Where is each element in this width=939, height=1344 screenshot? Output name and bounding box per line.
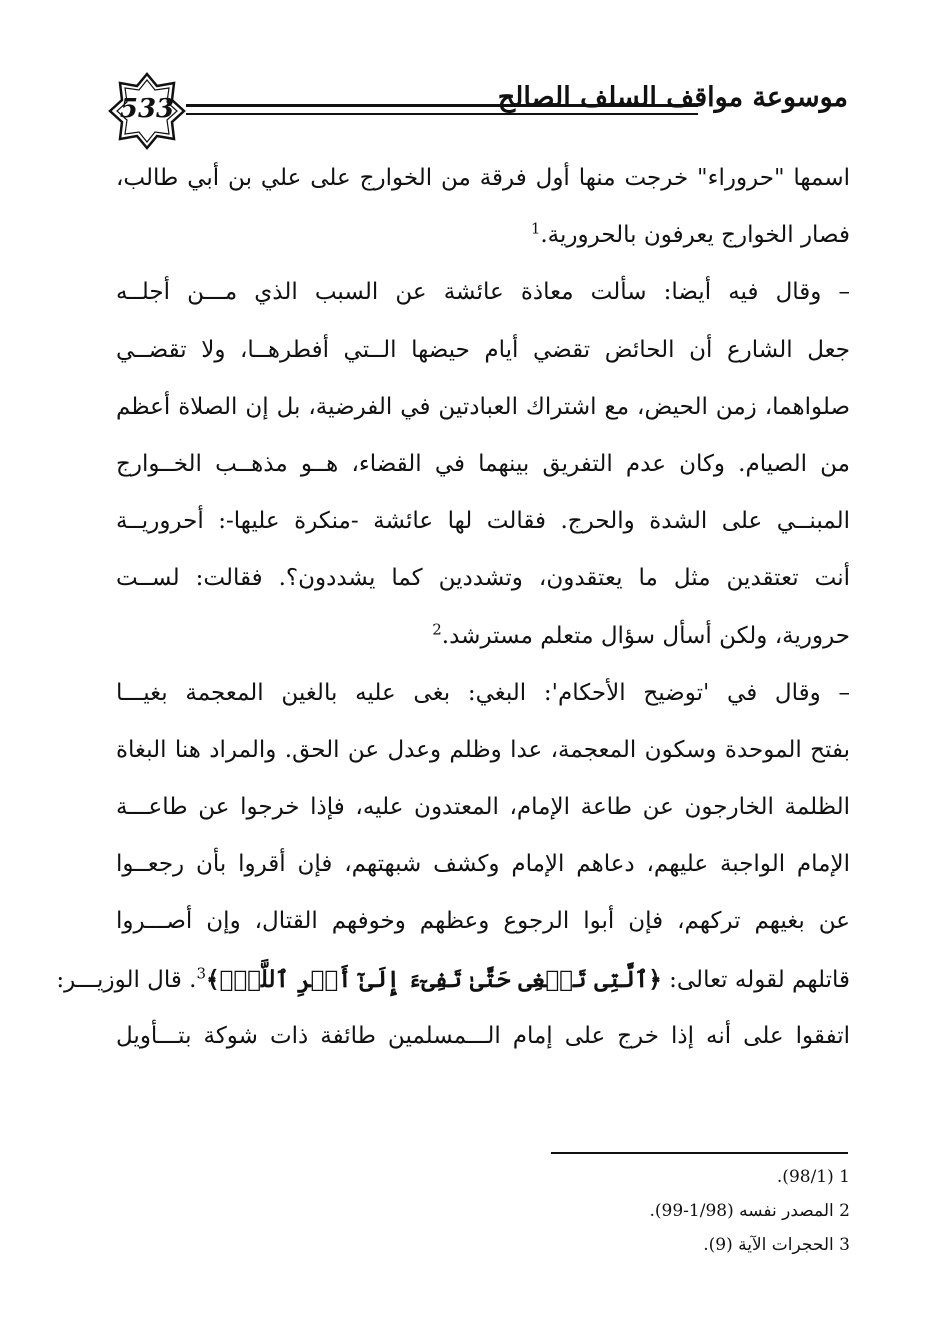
footnote bbox=[116, 1160, 850, 1194]
footnote-text: المصدر نفسه (1/98-99). bbox=[649, 1201, 834, 1221]
footnote-text: الحجرات الآية (9). bbox=[703, 1235, 834, 1255]
text-line: اسمها "حروراء" خرجت منها أول فرقة من الخوارج على علي بن أبي طالب، bbox=[116, 165, 850, 191]
page-number-badge bbox=[108, 72, 186, 150]
series-title: موسوعة مواقف السلف الصالح bbox=[497, 82, 848, 113]
text-line: بفتح الموحدة وسكون المعجمة، عدا وظلم وعدل عن الحق. والمراد هنا البغاة bbox=[116, 736, 850, 763]
footnote-ref: 1 bbox=[530, 219, 541, 238]
text-line: الإمام الواجبة عليهم، دعاهم الإمام وكشف شبهتهم، فإن أقروا بأن رجعــوا bbox=[116, 851, 850, 878]
footnotes bbox=[116, 1160, 850, 1262]
text-line: الظلمة الخارجون عن طاعة الإمام، المعتدون عليه، فإذا خرجوا عن طاعـــة bbox=[116, 794, 850, 821]
text-line: أنت تعتقدين مثل ما يعتقدون، وتشددين كما يشددون؟. فقالت: لســت bbox=[116, 565, 850, 592]
footnote bbox=[116, 1228, 850, 1262]
text-line: – وقال في 'توضيح الأحكام': البغي: بغى عليه بالغين المعجمة بغيـــا bbox=[116, 679, 850, 706]
quran-verse: ﴿ٱلَّتِى تَبۡغِى حَتَّىٰ تَفِىٓءَ إِلَىٰٓ أَمۡرِ ٱللَّهِۚ﴾ bbox=[206, 965, 662, 993]
text-line: قاتلهم لقوله تعالى: ﴿ٱلَّتِى تَبۡغِى حَتَّىٰ تَفِىٓءَ إِلَىٰٓ أَمۡرِ ٱللَّهِۚ﴾$^3$. قال الوزيـــر: bbox=[56, 963, 850, 993]
text-line: من الصيام. وكان عدم التفريق بينهما في القضاء، هــو مذهــب الخــوارج bbox=[116, 450, 850, 477]
text-line: – وقال فيه أيضا: سألت معاذة عائشة عن السبب الذي مـــن أجلــه bbox=[116, 279, 850, 306]
footnote bbox=[116, 1194, 850, 1228]
text-line: عن بغيهم تركهم، فإن أبوا الرجوع وعظهم وخوفهم القتال، وإن أصـــروا bbox=[116, 908, 850, 935]
text-line: اتفقوا على أنه إذا خرج على إمام الـــمسلمين طائفة ذات شوكة بتـــأويل bbox=[116, 1022, 850, 1049]
text-line: المبنــي على الشدة والحرج. فقالت لها عائشة -منكرة عليها-: أحروريــة bbox=[116, 508, 850, 535]
body-text bbox=[56, 150, 850, 1065]
footnote-ref: 2 bbox=[432, 619, 442, 638]
footnote-ref: 3 bbox=[196, 963, 207, 982]
footnote-number: 1 bbox=[839, 1167, 850, 1187]
page-header bbox=[108, 72, 848, 152]
page-number: 533 bbox=[119, 94, 175, 124]
footnote-number: 2 bbox=[839, 1201, 850, 1221]
text-line: صلواهما، زمن الحيض، مع اشتراك العبادتين في الفرضية، بل إن الصلاة أعظم bbox=[116, 393, 850, 420]
text-line: جعل الشارع أن الحائض تقضي أيام حيضها الــتي أفطرهــا، ولا تقضــي bbox=[116, 336, 850, 363]
footnote-number: 3 bbox=[839, 1235, 850, 1255]
text-line: فصار الخوارج يعرفون بالحرورية.$^1$ bbox=[530, 219, 850, 249]
footnote-separator bbox=[551, 1152, 848, 1154]
header-rule-thin bbox=[186, 113, 698, 115]
footnote-text: (98/1). bbox=[776, 1167, 834, 1187]
text-line: حرورية، ولكن أسأل سؤال متعلم مسترشد.$^2$ bbox=[432, 619, 850, 649]
